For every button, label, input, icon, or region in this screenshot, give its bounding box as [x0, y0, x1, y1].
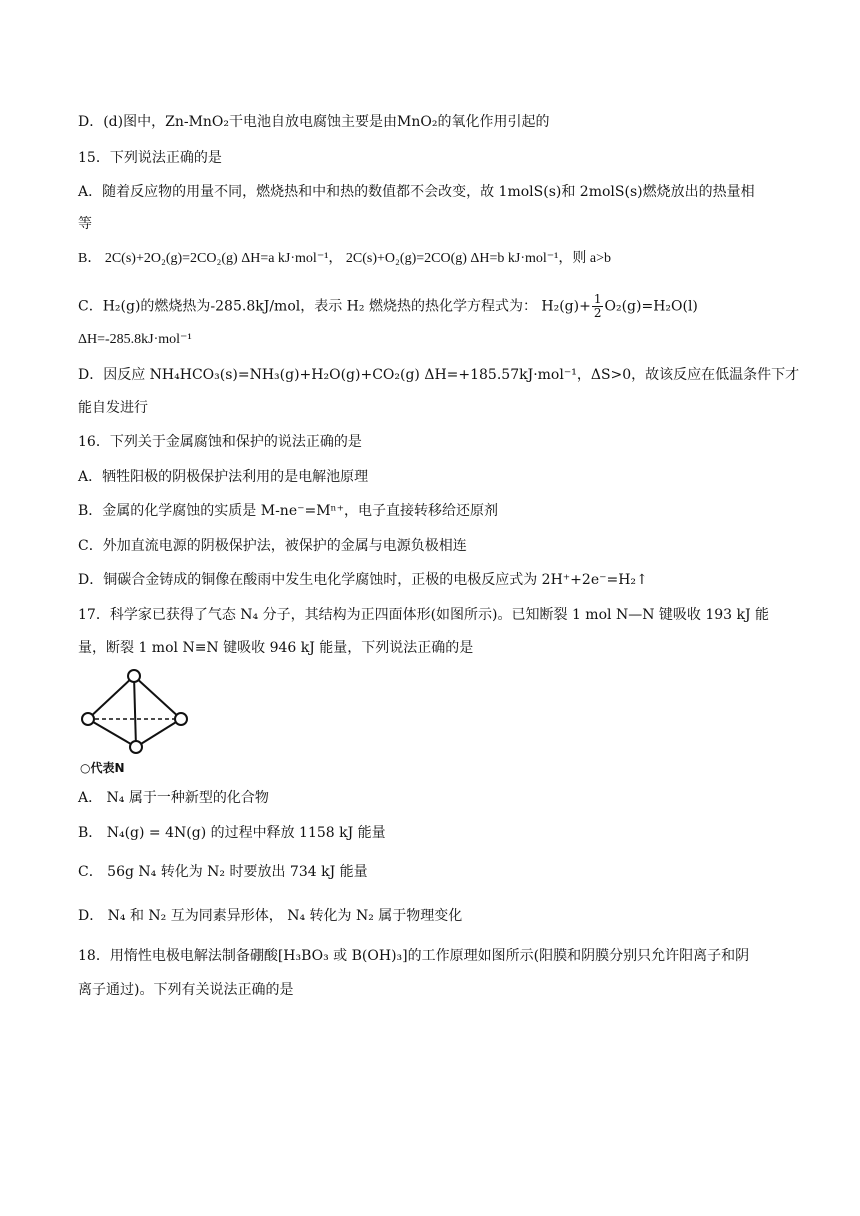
option-15b: B． 2C(s)+2O₂(g)=2CO₂(g) ΔH=a kJ·mol⁻¹， 2C(s)+O₂(g)=2CO(g) ΔH=b kJ·mol⁻¹，则 a>b [78, 251, 611, 266]
n-atom [130, 741, 142, 753]
option-15d-line2: 能自发进行 [78, 400, 148, 416]
question-17-line2: 量，断裂 1 mol N≡N 键吸收 946 kJ 能量，下列说法正确的是 [78, 640, 474, 656]
option-15c-equation: O₂(g)=H₂O(l) [604, 298, 698, 315]
edge [134, 676, 181, 719]
option-15c-line1 [78, 293, 698, 320]
question-18-line2: 离子通过)。下列有关说法正确的是 [78, 982, 294, 998]
question-15: 15．下列说法正确的是 [78, 150, 222, 166]
n-atom [175, 713, 187, 725]
fraction-numerator: 1 [593, 292, 602, 306]
question-17-line1: 17．科学家已获得了气态 N₄ 分子，其结构为正四面体形(如图所示)。已知断裂 1 mol N—N 键吸收 193 kJ 能 [78, 607, 770, 623]
fraction-half [592, 293, 604, 320]
option-15a-line1: A．随着反应物的用量不同，燃烧热和中和热的数值都不会改变，故 1molS(s)和 2molS(s)燃烧放出的热量相 [78, 184, 755, 200]
edge [134, 676, 136, 747]
option-14d: D．(d)图中，Zn-MnO₂干电池自放电腐蚀主要是由MnO₂的氧化作用引起的 [78, 114, 550, 130]
option-17b: B． N₄(g) = 4N(g) 的过程中释放 1158 kJ 能量 [78, 825, 386, 841]
option-15c-line2: ΔH=-285.8kJ·mol⁻¹ [78, 332, 192, 347]
fraction-denominator: 2 [593, 306, 602, 320]
edge [136, 719, 181, 747]
question-18-line1: 18．用惰性电极电解法制备硼酸[H₃BO₃ 或 B(OH)₃]的工作原理如图所示(阳膜和阴膜分别只允许阳离子和阴 [78, 948, 750, 964]
option-15c-text: C．H₂(g)的燃烧热为-285.8kJ/mol，表示 H₂ 燃烧热的热化学方程式为： H₂(g)+ [78, 298, 591, 315]
option-16c: C．外加直流电源的阴极保护法，被保护的金属与电源负极相连 [78, 538, 467, 554]
edge [88, 719, 136, 747]
option-17a: A． N₄ 属于一种新型的化合物 [78, 790, 269, 806]
question-16: 16．下列关于金属腐蚀和保护的说法正确的是 [78, 434, 362, 450]
option-16d: D．铜碳合金铸成的铜像在酸雨中发生电化学腐蚀时，正极的电极反应式为 2H⁺+2e⁻=H₂↑ [78, 572, 648, 588]
figure-caption: ○代表N [80, 761, 125, 775]
n-atom [82, 713, 94, 725]
option-16b: B．金属的化学腐蚀的实质是 M-ne⁻=Mⁿ⁺，电子直接转移给还原剂 [78, 503, 499, 519]
option-17d: D． N₄ 和 N₂ 互为同素异形体， N₄ 转化为 N₂ 属于物理变化 [78, 908, 463, 924]
option-15a-line2: 等 [78, 216, 92, 232]
option-17c: C． 56g N₄ 转化为 N₂ 时要放出 734 kJ 能量 [78, 864, 368, 880]
option-15d-line1: D．因反应 NH₄HCO₃(s)=NH₃(g)+H₂O(g)+CO₂(g) ΔH=+185.57kJ·mol⁻¹，ΔS>0，故该反应在低温条件下才 [78, 367, 800, 383]
edge [88, 676, 134, 719]
option-16a: A．牺牲阳极的阴极保护法利用的是电解池原理 [78, 469, 369, 485]
n-atom [128, 670, 140, 682]
